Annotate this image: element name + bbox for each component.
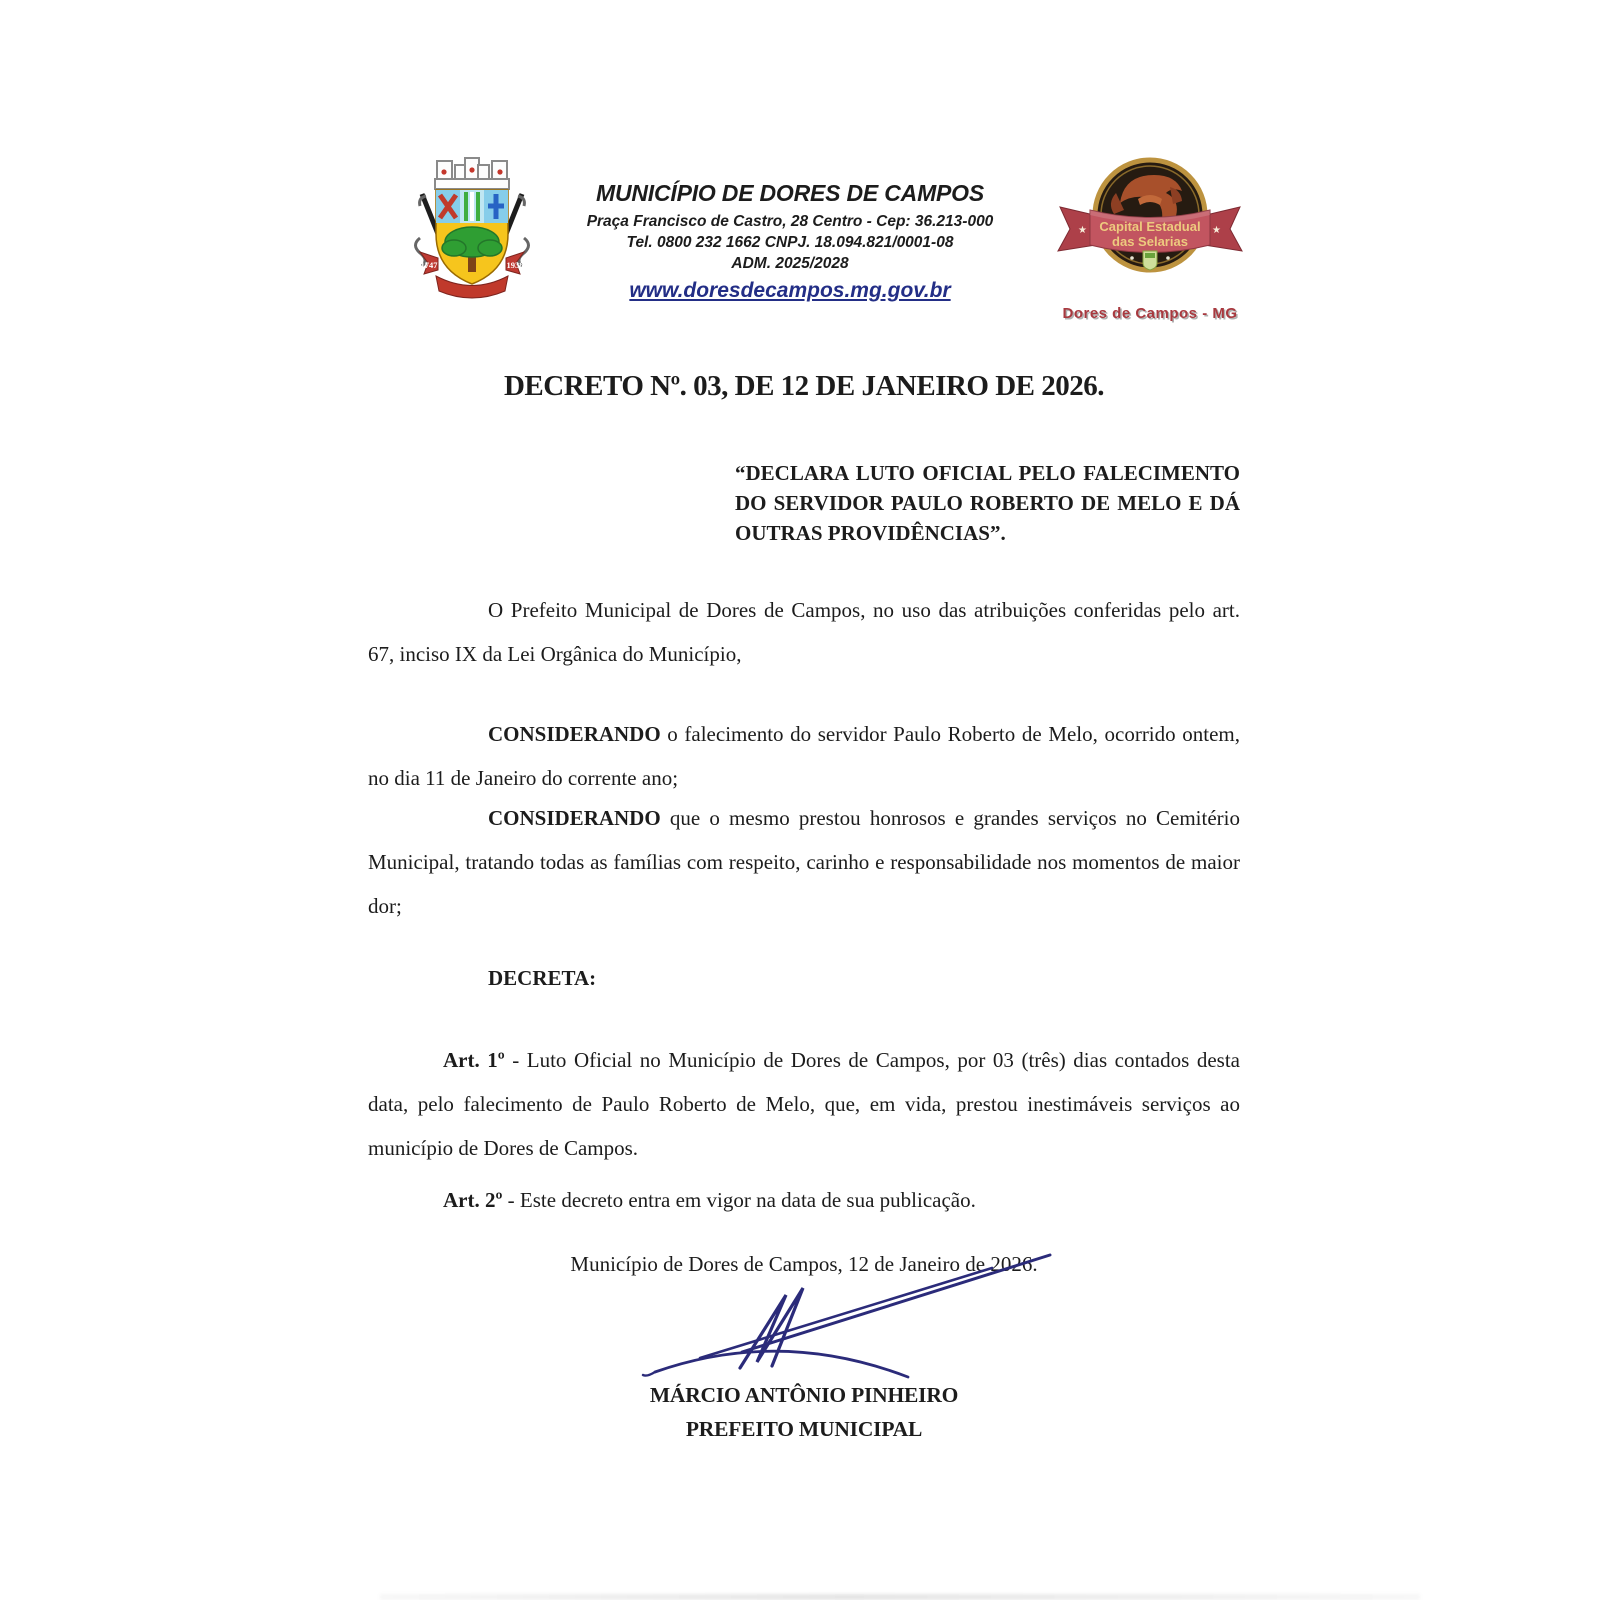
municipality-name: MUNICÍPIO DE DORES DE CAMPOS [596,180,984,206]
selarias-seal-icon [1050,153,1250,303]
crest-year-left: 1747 [420,260,438,270]
enacting-clause: DECRETA: [488,966,597,990]
website-link[interactable]: www.doresdecampos.mg.gov.br [629,279,951,302]
signer-title: PREFEITO MUNICIPAL [685,1417,923,1441]
preamble-paragraph: O Prefeito Municipal de Dores de Campos, no uso das atribuições conferidas pelo art. 67, inciso IX da Lei Orgânica do Município, [368,598,1240,666]
considerando-text: o falecimento do servidor Paulo Roberto de Melo, ocorrido ontem, no dia 11 de Janeiro do corrente ano; [368,722,1240,790]
decree-summary: “DECLARA LUTO OFICIAL PELO FALECIMENTO DO SERVIDOR PAULO ROBERTO DE MELO E DÁ OUTRAS PROVIDÊNCIAS”. [735,461,1240,545]
considerando-lead: CONSIDERANDO [488,722,661,746]
municipal-coat-of-arms-icon [392,152,552,302]
letterhead [553,180,1027,303]
badge-caption: Dores de Campos - MG [1062,305,1238,322]
star-icon: ★ [1078,225,1087,236]
article-text: - Este decreto entra em vigor na data de sua publicação. [502,1188,976,1212]
considerando-paragraph-1 [368,712,1240,800]
address-line: Praça Francisco de Castro, 28 Centro - Cep: 36.213-000 [586,213,994,230]
signer-name: MÁRCIO ANTÔNIO PINHEIRO [649,1383,959,1407]
crest-year-right: 1938 [506,260,524,270]
handwritten-signature [600,1235,1080,1405]
dateline: Município de Dores de Campos, 12 de Janeiro de 2026. [570,1252,1038,1276]
considerando-lead: CONSIDERANDO [488,806,661,830]
article-lead: Art. 1º [443,1048,505,1072]
administration-line: ADM. 2025/2028 [731,255,849,272]
badge-mini-shield-icon [1143,251,1157,270]
article-2-paragraph [368,1178,1240,1222]
decree-title: DECRETO Nº. 03, DE 12 DE JANEIRO DE 2026. [503,370,1105,402]
considerando-paragraph-2 [368,796,1240,928]
scan-artifact [380,1594,1420,1600]
badge-ribbon-line1: Capital Estadual [1099,219,1201,234]
considerando-text: que o mesmo prestou honrosos e grandes serviços no Cemitério Municipal, tratando todas as famílias com respeito, carinho e responsabilidade nos momentos de maior dor; [368,806,1240,918]
phone-cnpj-line: Tel. 0800 232 1662 CNPJ. 18.094.821/0001-08 [626,234,954,251]
star-icon: ★ [1212,225,1221,236]
capital-estadual-badge [1050,153,1250,322]
article-1-paragraph [368,1038,1240,1170]
badge-ribbon-line2: das Selarias [1112,234,1188,249]
article-lead: Art. 2º [443,1188,503,1212]
article-text: - Luto Oficial no Município de Dores de Campos, por 03 (três) dias contados desta data, pelo falecimento de Paulo Roberto de Melo, que, em vida, prestou inestimáveis serviços ao município de Dores de Campos. [368,1048,1240,1160]
